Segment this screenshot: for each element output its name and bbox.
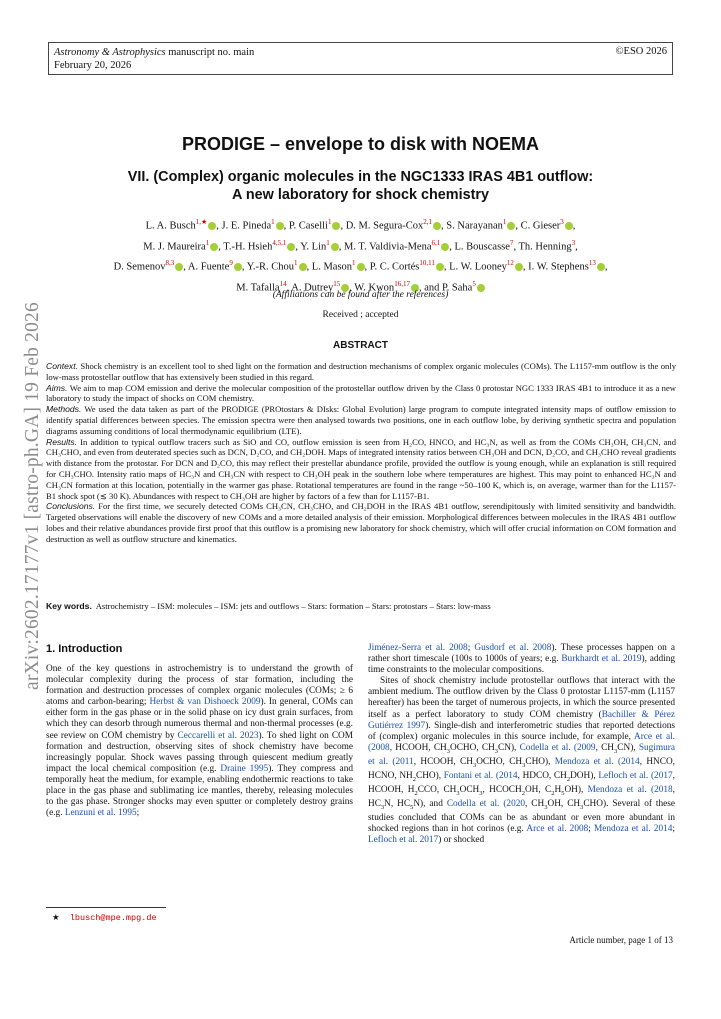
citation-link[interactable]: Arce et al. (2008 (368, 731, 675, 753)
citation-link[interactable]: Mendoza et al. 2014 (594, 823, 673, 834)
subtitle-line-2: A new laboratory for shock chemistry (232, 187, 489, 203)
keywords: Key words. Astrochemistry – ISM: molecules – ISM: jets and outflows – Stars: formation – Stars: protostars – Stars: low-mass (46, 601, 491, 611)
orcid-icon[interactable] (441, 243, 449, 251)
citation-link[interactable]: Arce et al. 2008 (526, 823, 589, 834)
orcid-icon[interactable] (515, 263, 523, 271)
footnote-rule (46, 907, 166, 908)
citation-link[interactable]: Lefloch et al. 2017 (368, 834, 439, 845)
author-list: L. A. Busch$^{1,★}$ , J. E. Pineda$^1$ , P. Caselli$^1$ , D. M. Segura-Cox$^{2,1}$ , S. Narayanan$^1$ , C. Gieser$^3$ , M. J. Maureira$^1$ , T.-H. Hsieh$^{4,5,1}$ , Y. Lin$^1$ , M. T. Valdivia-Mena$^{6,1}$ , L. Bouscasse$^7$, Th. Henning$^3$, D. Semenov$^{8,3}$ , A. Fuente$^9$ , Y.-R. Chou$^1$ , L. Mason$^1$ , P. C. Cortés$^{10,11}$ , L. W. Looney$^{12}$ , I. W. Stephens$^{13}$ , M. Tafalla$^{14}$, A. Dutrey$^{15}$ , W. Kwon$^{16,17}$ , and P. Saha$^5$ (113, 218, 608, 293)
citation-link[interactable]: Gusdorf et al. 2008 (474, 643, 552, 653)
orcid-icon[interactable] (357, 263, 365, 271)
header-left (54, 46, 254, 72)
orcid-icon[interactable] (208, 222, 216, 230)
paper-title: PRODIGE – envelope to disk with NOEMA (181, 134, 540, 154)
abstract-heading: ABSTRACT (333, 340, 388, 351)
orcid-icon[interactable] (565, 222, 573, 230)
manuscript-label: manuscript no. main (165, 47, 255, 58)
orcid-icon[interactable] (436, 263, 444, 271)
footnote-marker: ★ (52, 912, 60, 922)
paper-subtitle (0, 168, 721, 204)
citation-link[interactable]: Mendoza et al. (2014 (554, 756, 640, 767)
citation-link[interactable]: Ceccarelli et al. 2023 (177, 730, 259, 741)
orcid-icon[interactable] (331, 243, 339, 251)
citation-link[interactable]: Fontani et al. (2014 (443, 770, 518, 781)
page-footer: Article number, page 1 of 13 (569, 935, 673, 945)
received-line: Received ; accepted (322, 310, 399, 320)
citation-link[interactable]: Codella et al. (2009 (519, 742, 596, 753)
email-link[interactable]: lbusch@mpe.mpg.de (69, 913, 157, 923)
citation-link[interactable]: Codella et al. (2020 (446, 798, 526, 809)
orcid-icon[interactable] (210, 243, 218, 251)
abstract-conclusions: Conclusions. For the first time, we securely detected COMs CH₃CN, CH₃CHO, and CH₂DOH in the IRAS 4B1 outflow, serendipitously with limited sensitivity and bandwidth. Targeted observations will enable the discovery of new COMs and a more detailed analysis of their emission. Morphological differences between molecules in the IRAS 4B1 outflow lobes and their relative abundances provide first proof that this outflow is a promising new laboratory for shock chemistry, which will offer crucial information on COM formation and destruction as well as outflow structure and kinematics. (46, 501, 676, 544)
orcid-icon[interactable] (597, 263, 605, 271)
orcid-icon[interactable] (299, 263, 307, 271)
orcid-icon[interactable] (287, 243, 295, 251)
arxiv-stamp[interactable]: arXiv:2602.17177v1 [astro-ph.GA] 19 Feb 2026 (22, 302, 43, 690)
citation-link[interactable]: Lenzuni et al. 1995 (64, 808, 137, 819)
orcid-icon[interactable] (332, 222, 340, 230)
orcid-icon[interactable] (433, 222, 441, 230)
copyright: ©ESO 2026 (615, 46, 667, 57)
citation-link[interactable]: Lefloch et al. (2017 (598, 770, 673, 781)
orcid-icon[interactable] (507, 222, 515, 230)
journal-name: Astronomy & Astrophysics (54, 47, 166, 58)
orcid-icon[interactable] (234, 263, 242, 271)
orcid-icon[interactable] (175, 263, 183, 271)
abstract-aims: Aims. We aim to map COM emission and derive the molecular composition of the protostellar outflow driven by the Class 0 protostar NGC 1333 IRAS 4B1 to introduce it as a new laboratory to study the impact of shocks on COM chemistry. (46, 382, 677, 404)
subtitle-line-1: VII. (Complex) organic molecules in the NGC1333 IRAS 4B1 outflow: (127, 169, 594, 185)
intro-right-column: Jiménez-Serra et al. 2008; Gusdorf et al. 2008). These processes happen on a rather short timescale (100s to 1000s of years; e.g. Burkhardt et al. 2019), adding time constraints to the molecular compositions. Sites of shock chemistry include protostellar outflows that interact with the ambient medium. The outflow driven by the Class 0 protostar L1157-mm (L1157 hereafter) has been the target of numerous projects, in which the source presented itself as a perfect laboratory to study COM chemistry (Bachiller & Pérez Gutiérrez 1997). Single-dish and interferometric studies that reported detections of (complex) organic molecules in this source include, for example, Arce et al. (2008, HCOOH, $CH_3OCHO$, $CH_3CN$), Codella et al. (2009, $CH_3CN$), Sugimura et al. (2011, HCOOH, $CH_3OCHO$, $CH_3CHO$), Mendoza et al. (2014, HNCO, HCNO, $NH_2CHO$), Fontani et al. (2014, HDCO, $CH_2DOH$), Lefloch et al. (2017, HCOOH, $H_2CCO$, $CH_3OCH_3$, $HCOCH_2OH$, $C_2H_5OH$), Mendoza et al. (2018, $HC_3N$, $HC_5N$), and Codella et al. (2020, $CH_3OH$, $CH_3CHO$). Several of these studies concluded that COMs can be as abundant or even more abundant in shocked regions than in hot corinos (e.g. Arce et al. 2008; Mendoza et al. 2014; Lefloch et al. 2017) or shocked (368, 643, 676, 845)
section-heading: 1. Introduction (46, 643, 123, 655)
citation-link[interactable]: Jiménez-Serra et al. 2008 (368, 643, 468, 653)
citation-link[interactable]: Mendoza et al. (2018 (587, 784, 673, 795)
header-date: February 20, 2026 (54, 60, 132, 71)
footnote (52, 912, 157, 923)
abstract-results: Results. In addition to typical outflow tracers such as SiO and CO, outflow emission is seen from H₂CO, HNCO, and HC₃N, as well as from the COMs CH₃OH, CH₃CN, and CH₃CHO, and even from deuterated species such as DCN, D₂CO, and CH₂DOH. Maps of integrated intensity ratios between CH₃OH and DCN, D₂CO, and CH₃CHO reveal gradients with distance from the protostar. For DCN and D₂CO, this may reflect their prestellar abundance profile, provided the outflow is young enough, while an explanation is still required for CH₃CHO. Intensity ratio maps of HC₃N and CH₃CN with respect to CH₃OH peak in the southern lobe where temperatures are highest. This may point to enhanced HC₃N and CH₃CN formation at this location, potentially in the warmer gas phase. Rotational temperatures are found in the range ~50–100 K, which is, on average, warmer than for the L1157-B1 shock spot (≲ 30 K). Abundances with respect to CH₃OH are higher by factors of a few than for L1157-B1. (46, 436, 676, 501)
citation-link[interactable]: Burkhardt et al. 2019 (561, 654, 642, 665)
citation-link[interactable]: Draine 1995 (220, 763, 269, 774)
affiliations-note: (Affiliations can be found after the references) (272, 290, 449, 300)
orcid-icon[interactable] (276, 222, 284, 230)
intro-left-column: One of the key questions in astrochemistry is to understand the growth of molecular complexity during the process of star formation, including the formation and destruction processes of complex organic molecules (COMs; ≥ 6 atoms and carbon-bearing; Herbst & van Dishoeck 2009). In general, COMs can either form in the gas phase or in the solid phase on icy dust grain surfaces, from which they can desorb through numerous thermal and non-thermal processes (e.g. see review on COM chemistry by Ceccarelli et al. 2023). To shed light on COM formation and destruction, observing sites of shock chemistry have become increasingly popular. Shock waves passing through quiescent medium greatly impact the local chemical composition (e.g. Draine 1995). They compress and temporally heat the medium, for example, enabling endothermic reactions to take place in the gas phase and sublimating ice mantles, thereby, releasing molecules to the gas phase. Stronger shocks may even sputter or completely destroy grains (e.g. Lenzuni et al. 1995; (46, 664, 353, 819)
abstract (46, 361, 676, 545)
abstract-methods: Methods. We used the data taken as part of the PRODIGE (PROtostars & DIsks: Global Evolution) large program to compute integrated intensity maps of outflow emission to identify spatial differences between species. The emission spectra were then analysed towards two positions, one in each outflow lobe, by deriving synthetic spectra and population diagrams assuming conditions of local thermodynamic equilibrium (LTE). (46, 404, 676, 436)
citation-link[interactable]: Bachiller & Pérez Gutiérrez 1997 (368, 709, 675, 731)
citation-link[interactable]: Sugimura et al. (2011 (368, 742, 675, 767)
citation-link[interactable]: Herbst & van Dishoeck 2009 (149, 697, 261, 708)
abstract-context: Context. Shock chemistry is an excellent tool to shed light on the formation and destruction mechanisms of complex organic molecules (COMs). The L1157-mm outflow is the only low-mass protostellar outflow that has extensively been studied in this regard. (46, 361, 676, 382)
